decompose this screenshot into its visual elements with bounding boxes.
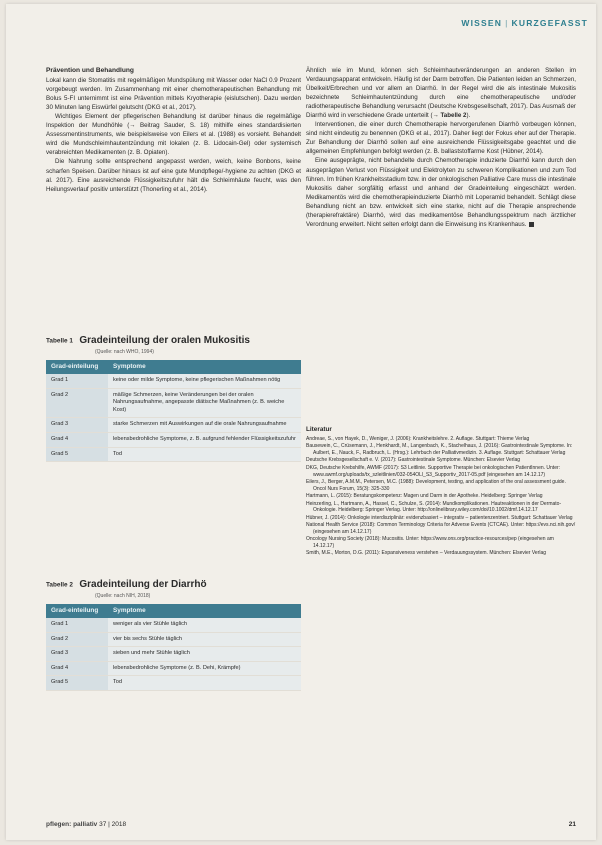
grade-cell: Grad 5 [46, 447, 108, 462]
literature-reference: Deutsche Krebsgesellschaft e. V. (2017): Gastrointestinale Symptome. München: Elsevier Verlag [306, 457, 521, 464]
table1-label: Tabelle 1 [46, 337, 73, 345]
page [6, 4, 596, 840]
symptom-cell: lebensbedrohliche Symptome, z. B. aufgrund fehlender Flüssigkeitszufuhr [108, 432, 301, 447]
table1-title: Gradeinteilung der oralen Mukositis [79, 335, 250, 347]
section-heading: Prävention und Behandlung [46, 67, 134, 74]
paragraph: Wichtiges Element der pflegerischen Behandlung ist darüber hinaus die regelmäßige Inspektion der Mundhöhle (→ Beitrag Sauder, S. 18) mithilfe eines standardisierten Assessmentinstruments, wie beispielsweise von Eilers et al. (1988) es vorsieht. Behandelt wird die Mundschleimhautentzündung mit lokalen (z. B. Lidocain-Gel) oder systemisch verabreichten Medikamenten (z. B. Opiaten). [46, 113, 301, 157]
literature-reference: Hübner, J. (2014): Onkologie interdisziplinär: evidenzbasiert – integrativ – patientenzentriert. Stuttgart: Schattauer Verlag [306, 514, 573, 521]
symptom-cell: Tod [108, 447, 301, 462]
page-footer [46, 821, 576, 828]
right-column [306, 66, 576, 229]
grade-cell: Grad 4 [46, 432, 108, 447]
table-row [46, 661, 301, 676]
table2-title: Gradeinteilung der Diarrhö [79, 579, 207, 591]
literature-heading: Literatur [306, 426, 332, 433]
grade-cell: Grad 2 [46, 388, 108, 418]
literature-reference: Bausewein, C., Crüsemann, J., Henkhardt, M., Langenbach, K., Stachelhaus, J. (2016): Gastrointestinale Symptome. In: Aulbert, E., Nauck, F., Radbruch, L. (Hrsg.): Lehrbuch der Palliativmedizin. 3. Auflage. Stuttgart: Schattauer Verlag [306, 443, 573, 456]
grade-cell: Grad 4 [46, 661, 108, 676]
page-number: 21 [568, 821, 576, 828]
table-row [46, 374, 301, 388]
literature-reference: Eilers, J., Berger, A.M.M., Petersen, M.C. (1988): Development, testing, and application of the oral assessment guide. Oncol Nurs Forum, 15(3): 325-330 [306, 478, 566, 492]
paragraph-text: Eine ausgeprägte, nicht behandelte durch Chemotherapie induzierte Diarrhö kann durch den ausgeprägten Verlust von Flüssigkeit und Elektrolyten zu schweren Komplikationen und zum Tod führen. Im frühen Krankheitsstadium bzw. in der onkologischen Palliative Care muss die intestinale Mukositis daher sorgfältig erfasst und anhand der Gradeinteilung eingeschätzt werden. Medikamentös wird die chemotherapieinduzierte Diarrhö mit Loperamid behandelt. Schlägt diese Behandlung nicht an bzw. entwickelt sich eine starke, nicht auf die Therapie ansprechende (therapierefraktäre) Diarrhö, wird das medikamentöse Behandlungsspektrum nach ärztlicher Verordnung erweitert. Nicht selten erfolgt dann die Einweisung ins Krankenhaus. [306, 157, 576, 228]
grade-cell: Grad 2 [46, 632, 108, 647]
symptom-cell: sieben und mehr Stühle täglich [108, 647, 301, 662]
grade-cell: Grad 1 [46, 374, 108, 388]
symptom-cell: keine oder milde Symptome, keine pflegerischen Maßnahmen nötig [108, 374, 301, 388]
paragraph [306, 156, 576, 228]
table-row [46, 647, 301, 662]
column-header-symptoms: Symptome [108, 360, 301, 374]
paragraph: Lokal kann die Stomatitis mit regelmäßigen Mundspülung mit Wasser oder NaCl 0.9 Prozent vorgebeugt werden. Im Zusammenhang mit einer chemotherapeutischen Behandlung mit Bolus 5-FI unternimmt ist eine Prävention mittels Kryotherapie (eislutschen). Dazu werden 30 Minuten lang Eiswürfel gelutscht (DKG et al., 2017). [46, 77, 301, 112]
left-column [46, 66, 301, 194]
column-header-symptoms: Symptome [108, 604, 301, 618]
table2-source: (Quelle: nach NIH, 2018) [95, 593, 151, 599]
table-row [46, 632, 301, 647]
table-row [46, 418, 301, 433]
table-row [46, 447, 301, 462]
literature-reference: Hartmann, L. (2015): Beratungskompetenz: Magen und Darm in der Apotheke. Heidelberg: Springer Verlag [306, 493, 543, 500]
table-row [46, 676, 301, 691]
literature-reference: Heinzerling, L., Hartmann, A., Hassel, C., Schulze, S. (2014): Mundkomplikationen. Hautreaktionen in der Dermato-Onkologie. Heidelberg: Springer Verlag. Unter: http://onlinelibrary.wiley.com/doi/10.1002/dmf.14.12.17 [306, 500, 562, 514]
table1-source: (Quelle: nach WHO, 1994) [95, 349, 154, 355]
literature-reference: DKG, Deutsche Krebshilfe, AWMF (2017): S3 Leitlinie. Supportive Therapie bei onkologischen PatientInnen. Unter: www.awmf.org/uploads/tx_szleitlinien/032-054OLl_S3_Supportiv_2017-05.pdf (eingesehen am 14.12.17) [306, 464, 561, 478]
symptom-cell: vier bis sechs Stühle täglich [108, 632, 301, 647]
grade-cell: Grad 3 [46, 647, 108, 662]
literature-reference: Andreae, S., von Hayek, D., Weniger, J. (2006): Krankheitslehre. 2. Auflage. Stuttgart: Thieme Verlag [306, 435, 530, 442]
literature-reference: Smith, M.E., Morton, D.G. (2011): Expansiveness verstehen – Verdauungssystem. München: Elsevier Verlag [306, 550, 547, 557]
symptom-cell: Tod [108, 676, 301, 691]
table-row [46, 388, 301, 418]
end-mark-icon [529, 222, 534, 227]
table-row [46, 432, 301, 447]
table2-grade-diarrhea [46, 604, 301, 691]
table-header-row [46, 360, 301, 374]
symptom-cell: mäßige Schmerzen, keine Veränderungen bei der oralen Nahrungsaufnahme, angepasste diätische Maßnahmen (z. B. weiche Kost) [108, 388, 301, 418]
column-header-grade: Grad-einteilung [46, 604, 108, 618]
section-header [461, 18, 588, 28]
grade-cell: Grad 5 [46, 676, 108, 691]
table-row [46, 618, 301, 632]
paragraph [306, 66, 576, 120]
magazine-name: pflegen: palliativ [46, 821, 98, 828]
table1-caption [46, 332, 250, 355]
literature-section [306, 427, 576, 558]
literature-reference: National Health Service (2018): Common Terminology Criteria for Adverse Events (CTCAE). Unter: https://evs.nci.nih.gov/ (eingesehen am 14.12.17) [306, 522, 576, 535]
issue-number: 37 | 2018 [99, 821, 127, 828]
section-label: WISSEN [461, 18, 503, 28]
paragraph: Die Nahrung sollte entsprechend angepasst werden, weich, keine Bonbons, keine scharfen Speisen. Darüber hinaus ist auf eine gute Mundpflege/-hygiene zu achten (DKG et al. 2017). Eine ausreichende Flüssigkeitszufuhr hält die Schleimhäute feucht, was den Heilungsverlauf positiv unterstützt (Thonerling et al., 2014). [46, 158, 301, 193]
grade-cell: Grad 1 [46, 618, 108, 632]
symptom-cell: weniger als vier Stühle täglich [108, 618, 301, 632]
grade-cell: Grad 3 [46, 418, 108, 433]
table1-grade-oral-mucositis [46, 360, 301, 462]
header-separator: | [505, 18, 509, 28]
literature-reference: Oncology Nursing Society (2018): Mucositis. Unter: https://www.ons.org/practice-resources/pep (eingesehen am 14.12.17) [306, 536, 554, 550]
symptom-cell: starke Schmerzen mit Auswirkungen auf die orale Nahrungsaufnahme [108, 418, 301, 433]
table2-label: Tabelle 2 [46, 581, 73, 589]
subsection-label: KURZGEFASST [511, 18, 588, 28]
column-header-grade: Grad-einteilung [46, 360, 108, 374]
symptom-cell: lebensbedrohliche Symptome (z. B. Dehi, Krämpfe) [108, 661, 301, 676]
paragraph-text: Ähnlich wie im Mund, können sich Schleimhautveränderungen an anderen Stellen im Verdauungsapparat entwickeln. Häufig ist der Darm betroffen. Die Patienten leiden an Schmerzen, Übelkeit/Erbrechen und vor allem an Diarrhö. In der Regel wird die als intestinale Mukositis bezeichnete Schleimhautentzündung durch eine chemotherapeutische und/oder radiotherapeutische Behandlung verursacht (Deutsche Krebsgesellschaft, 2017). Das Ausmaß der Diarrhö wird in verschiedene Grade unterteilt ( [306, 67, 576, 120]
table-header-row [46, 604, 301, 618]
table-reference-close: ). [466, 112, 471, 120]
table-reference: → Tabelle 2 [432, 112, 467, 120]
table2-caption [46, 576, 207, 599]
paragraph: Interventionen, die einer durch Chemotherapie hervorgerufenen Diarrhö vorbeugen können, sind nicht eindeutig zu benennen (DKG et al., 2017). Daher liegt der Fokus eher auf der Therapie. Zur Behandlung der Diarrhö sollen auf eine ausreichende Flüssigkeitsgabe geachtet und die allgemeinen Empfehlungen befolgt werden (z. B. ballaststoffarme Kost (Hübner, 2014). [306, 121, 576, 156]
